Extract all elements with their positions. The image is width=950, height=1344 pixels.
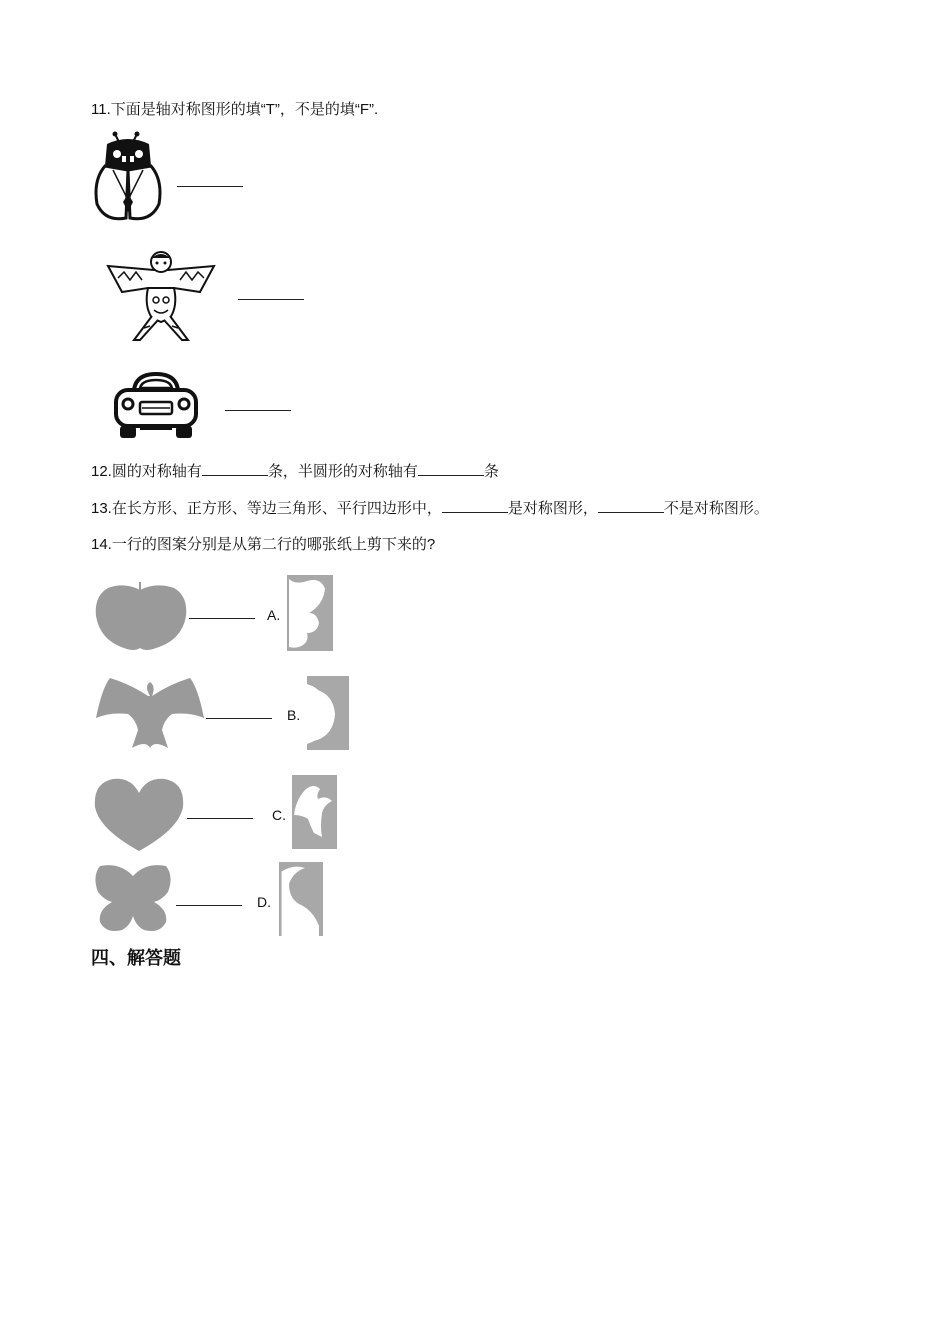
q14-blank-3[interactable] xyxy=(187,804,253,824)
q12-part2: 条，半圆形的对称轴有 xyxy=(267,463,418,480)
q11-title: 11.下面是轴对称图形的填“T”，不是的填“F”. xyxy=(91,101,379,118)
q14-blank-1[interactable] xyxy=(189,604,255,624)
bird-half-cut-icon xyxy=(292,775,337,849)
q12-blank-1[interactable] xyxy=(202,461,268,476)
heart-silhouette-icon xyxy=(93,775,185,853)
cicada-icon xyxy=(93,130,163,224)
q13-part1: 13.在长方形、正方形、等边三角形、平行四边形中， xyxy=(91,500,442,517)
option-d-label: D. xyxy=(257,894,271,910)
q14-title: 14.一行的图案分别是从第二行的哪张纸上剪下来的? xyxy=(91,536,436,553)
butterfly-silhouette-icon xyxy=(90,862,176,936)
q12-part1: 12.圆的对称轴有 xyxy=(91,463,202,480)
section-4-title: 四、解答题 xyxy=(91,948,181,969)
car-icon xyxy=(112,368,200,442)
swallow-kite-icon xyxy=(104,248,218,342)
butterfly-half-cut-icon xyxy=(287,575,333,651)
q11-answer-blank-2[interactable] xyxy=(238,285,304,305)
apple-silhouette-icon xyxy=(94,580,188,652)
q12-text xyxy=(91,461,499,482)
q13-blank-2[interactable] xyxy=(598,498,664,513)
option-a-label: A. xyxy=(267,607,281,623)
q12-blank-2[interactable] xyxy=(418,461,484,476)
q13-blank-1[interactable] xyxy=(442,498,508,513)
q13-text xyxy=(91,498,769,519)
q11-answer-blank-1[interactable] xyxy=(177,172,243,192)
crescent-cut-icon xyxy=(307,676,349,750)
q14-blank-4[interactable] xyxy=(176,891,242,911)
option-c-label: C. xyxy=(272,807,286,823)
q13-part2: 是对称图形， xyxy=(507,500,598,517)
q13-part3: 不是对称图形。 xyxy=(663,500,769,517)
bird-silhouette-icon xyxy=(94,678,206,750)
option-b-label: B. xyxy=(287,707,301,723)
q11-answer-blank-3[interactable] xyxy=(225,396,291,416)
q12-part3: 条 xyxy=(483,463,499,480)
q14-blank-2[interactable] xyxy=(206,704,272,724)
half-circle-cut-icon xyxy=(279,862,323,936)
